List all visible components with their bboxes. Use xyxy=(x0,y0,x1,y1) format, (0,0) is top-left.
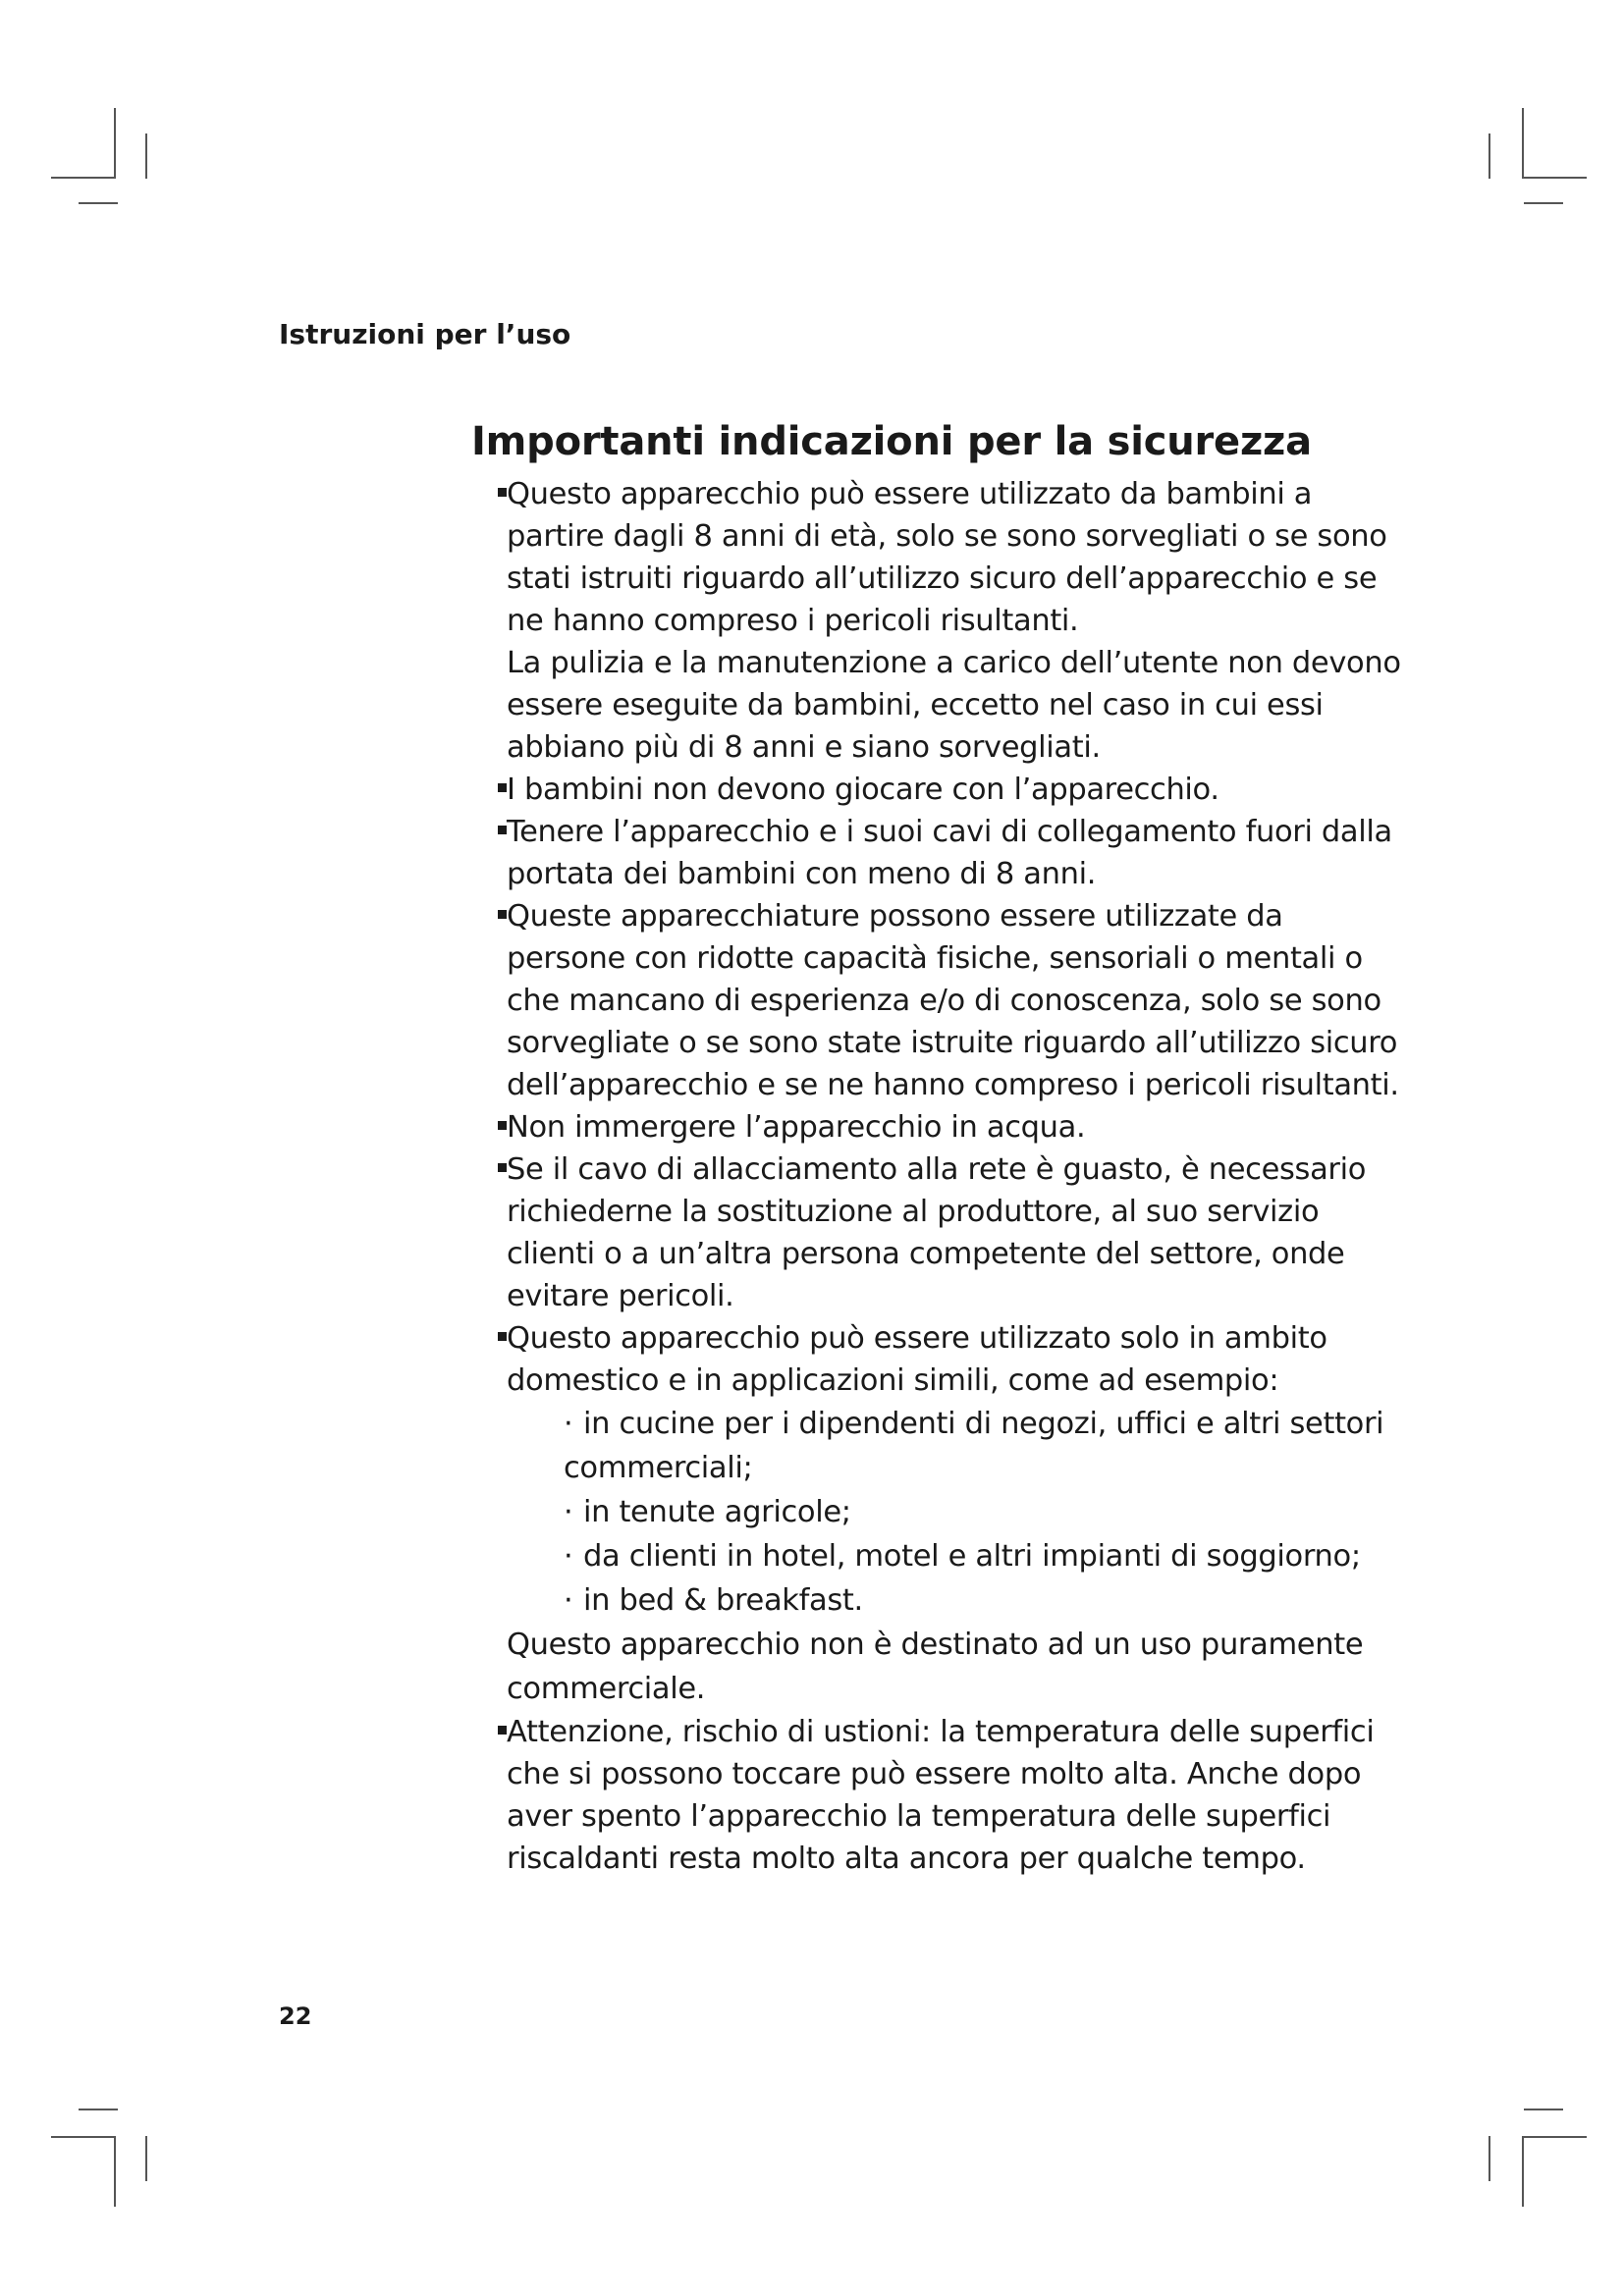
crop-mark xyxy=(51,2136,114,2138)
crop-mark xyxy=(1524,2136,1587,2138)
crop-mark xyxy=(145,2136,147,2181)
list-item-text: Questo apparecchio può essere utilizzato da bambini a partire dagli 8 anni di età, solo se sono sorvegliati o se sono stati istruiti riguardo all’utilizzo sicuro dell’apparecchio e se ne hanno compreso i pericoli risultanti. xyxy=(507,477,1387,638)
running-title: Istruzioni per l’uso xyxy=(279,318,571,350)
sub-list-item: · in cucine per i dipendenti di negozi, uffici e altri settori commerciali; xyxy=(564,1407,1384,1485)
crop-mark xyxy=(1522,108,1524,179)
crop-mark xyxy=(1522,2136,1524,2207)
list-item-text: Non immergere l’apparecchio in acqua. xyxy=(507,1110,1086,1145)
list-item-text: Se il cavo di allacciamento alla rete è guasto, è necessario richiederne la sostituzione al produttore, al suo servizio clienti o a un’altra persona competente del settore, onde evitare pericoli. xyxy=(507,1152,1367,1313)
sub-list-item: · in bed & breakfast. xyxy=(564,1583,863,1618)
crop-mark xyxy=(1524,177,1587,179)
crop-mark xyxy=(79,2109,118,2110)
section-title: Importanti indicazioni per la sicurezza xyxy=(471,419,1312,464)
list-item-text: Tenere l’apparecchio e i suoi cavi di collegamento fuori dalla portata dei bambini con meno di 8 anni. xyxy=(507,815,1392,891)
list-item-text: Queste apparecchiature possono essere utilizzate da persone con ridotte capacità fisiche, sensoriali o mentali o che mancano di esperienza e/o di conoscenza, solo se sono sorvegliate o se sono state istruite riguardo all’utilizzo sicuro dell’apparecchio e se ne hanno compreso i pericoli risultanti. xyxy=(507,899,1399,1102)
sub-list-item-text: in bed & breakfast. xyxy=(583,1583,863,1618)
sub-list-item: · da clienti in hotel, motel e altri impianti di soggiorno; xyxy=(564,1539,1361,1574)
list-item xyxy=(471,895,1404,1106)
crop-mark xyxy=(79,202,118,204)
sub-list-item-text: in cucine per i dipendenti di negozi, uffici e altri settori commerciali; xyxy=(564,1407,1384,1485)
crop-mark xyxy=(1489,133,1490,179)
sub-list-item-text: in tenute agricole; xyxy=(583,1495,851,1529)
list-item-continuation: La pulizia e la manutenzione a carico dell’utente non devono essere eseguite da bambini, eccetto nel caso in cui essi abbiano più di 8 anni e siano sorvegliati. xyxy=(507,646,1401,765)
list-item-text: Attenzione, rischio di ustioni: la temperatura delle superfici che si possono toccare può essere molto alta. Anche dopo aver spento l’apparecchio la temperatura delle superfici riscaldanti resta molto alta ancora per qualche tempo. xyxy=(507,1715,1375,1876)
list-item-text: I bambini non devono giocare con l’apparecchio. xyxy=(507,773,1219,807)
sub-list-note: Questo apparecchio non è destinato ad un uso puramente commerciale. xyxy=(507,1628,1364,1706)
list-item xyxy=(471,1317,1404,1711)
list-item xyxy=(471,1148,1404,1317)
crop-mark xyxy=(51,177,114,179)
sub-list-item-text: da clienti in hotel, motel e altri impianti di soggiorno; xyxy=(583,1539,1361,1574)
crop-mark xyxy=(1524,202,1563,204)
list-item xyxy=(471,769,1404,811)
sub-list xyxy=(507,1402,1404,1623)
safety-list xyxy=(471,473,1404,1880)
list-item-text: Questo apparecchio può essere utilizzato solo in ambito domestico e in applicazioni simili, come ad esempio: xyxy=(507,1321,1327,1398)
list-item xyxy=(471,473,1404,769)
crop-mark xyxy=(1524,2109,1563,2110)
safety-section xyxy=(471,416,1404,1880)
list-item xyxy=(471,811,1404,895)
sub-list-item: · in tenute agricole; xyxy=(564,1495,851,1529)
crop-mark xyxy=(1489,2136,1490,2181)
crop-mark xyxy=(114,108,116,179)
list-item xyxy=(471,1711,1404,1880)
crop-mark xyxy=(114,2136,116,2207)
list-item xyxy=(471,1106,1404,1148)
crop-mark xyxy=(145,133,147,179)
page-number: 22 xyxy=(279,2002,312,2030)
